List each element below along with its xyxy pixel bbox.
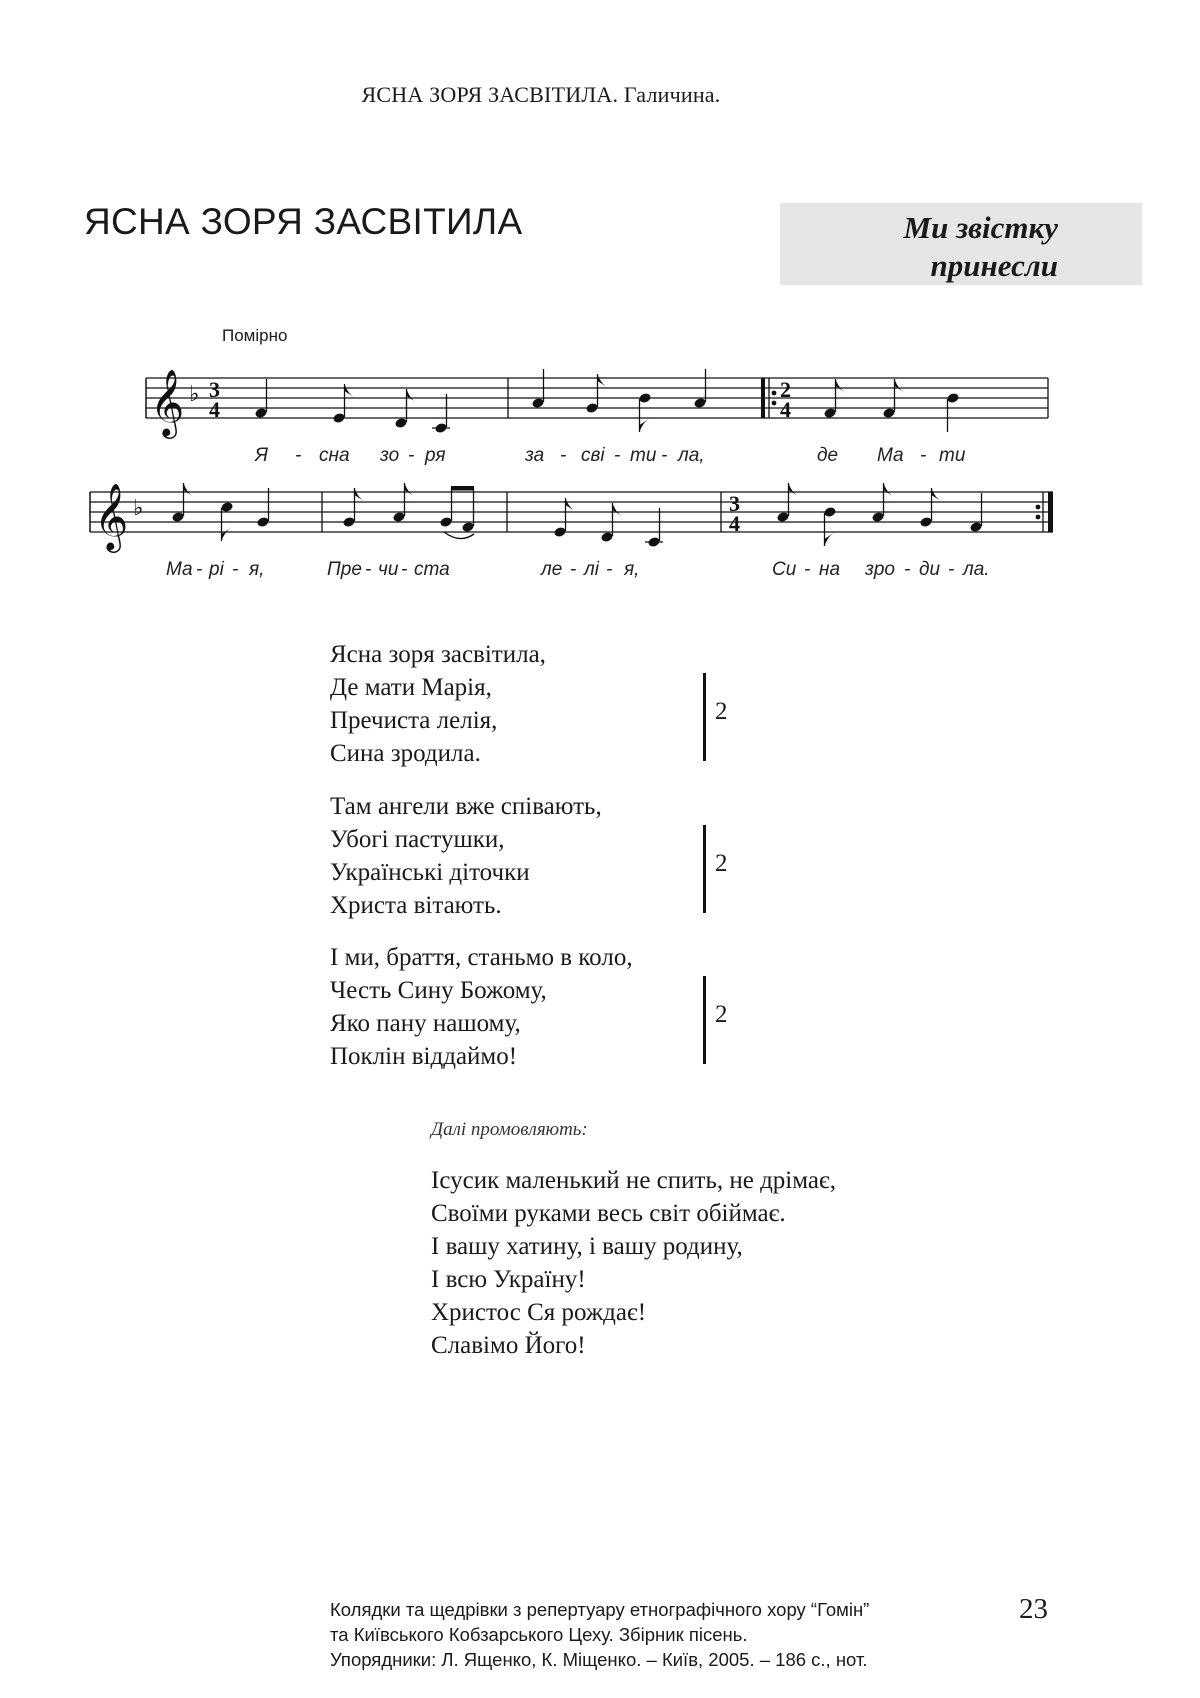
repeat-count: 2 [715, 850, 728, 877]
note [871, 511, 884, 523]
lyric-hyphen: - [661, 445, 668, 466]
lyric-syllable: сна [319, 445, 350, 466]
note [638, 392, 651, 404]
lyric-syllable: зо [380, 445, 400, 466]
note [439, 516, 452, 528]
footer-citation [330, 1597, 970, 1672]
spoken-line: І всю Україну! [431, 1266, 586, 1293]
note [585, 402, 598, 414]
lyric-syllable: я, [249, 559, 265, 580]
spoken-intro: Далі промовляють: [431, 1119, 588, 1140]
note [220, 501, 233, 513]
lyric-hyphen: - [408, 445, 415, 466]
stanza-line: Честь Сину Божому, [330, 977, 547, 1004]
stanza-1 [330, 638, 790, 770]
tempo-marking: Помірно [222, 326, 288, 345]
note [434, 422, 447, 434]
note [776, 511, 789, 523]
lyric-hyphen: - [920, 445, 927, 466]
lyric-syllable: сві [581, 445, 605, 466]
note [693, 397, 706, 409]
time-signature-denominator: 4 [209, 397, 220, 422]
note [647, 536, 660, 548]
page-number: 23 [1019, 1593, 1048, 1625]
lyric-hyphen: - [232, 559, 239, 580]
note [969, 521, 982, 533]
staff-lines-2 [90, 492, 1053, 532]
time-signature-denominator: 4 [780, 397, 791, 422]
lyric-syllable: ти [630, 445, 657, 466]
stanza-line: Українські діточки [330, 859, 530, 886]
stanza-line: Ясна зоря засвітила, [330, 641, 546, 668]
slur [444, 532, 474, 539]
lyric-syllable: Я [255, 445, 268, 466]
lyric-hyphen: - [904, 559, 911, 580]
note [256, 516, 269, 528]
note [531, 397, 544, 409]
page-title: ЯСНА ЗОРЯ ЗАСВІТИЛА [84, 201, 523, 242]
stanza-line: Яко пану нашому, [330, 1010, 521, 1037]
note [946, 392, 959, 404]
note [919, 516, 932, 528]
repeat-bracket [703, 976, 706, 1064]
spoken-line: Славімо Його! [431, 1332, 586, 1359]
lyric-hyphen: - [606, 559, 613, 580]
section-box [780, 203, 1142, 285]
lyric-syllable: на [819, 559, 841, 580]
stanza-line: Христа вітають. [330, 892, 502, 919]
note [600, 531, 613, 543]
note [392, 511, 405, 523]
running-header: ЯСНА ЗОРЯ ЗАСВІТИЛА. Галичина. [361, 82, 721, 107]
note [882, 407, 895, 419]
note [171, 511, 184, 523]
lyric-hyphen: - [295, 445, 302, 466]
stanza-line: Убогі пастушки, [330, 826, 505, 853]
footer-line: Упорядники: Л. Ященко, К. Міщенко. – Київ, 2005. – 186 с., нот. [330, 1649, 868, 1670]
spoken-verse [431, 1164, 1031, 1362]
lyric-syllable: ди [919, 559, 941, 580]
treble-clef-icon: 𝄞 [150, 368, 185, 436]
footer-line: Колядки та щедрівки з репертуару етнографічного хору “Гомін” [330, 1599, 870, 1620]
time-signature-numerator: 3 [729, 491, 740, 516]
lyric-hyphen: - [401, 559, 408, 580]
lyric-syllable: ста [414, 559, 450, 580]
repeat-count: 2 [715, 698, 728, 725]
repeat-bracket [703, 673, 706, 761]
lyric-syllable: ла. [963, 559, 990, 580]
lyric-syllable: Ма [166, 559, 193, 580]
lyric-syllable: ти [939, 445, 966, 466]
flat-key-signature-icon: ♭ [133, 496, 144, 521]
stanza-line: І ми, браття, станьмо в коло, [330, 944, 633, 971]
note [461, 521, 474, 533]
spoken-line: І вашу хатину, і вашу родину, [431, 1233, 743, 1260]
lyric-hyphen: - [196, 559, 203, 580]
footer-line: та Київського Кобзарського Цеху. Збірник пісень. [330, 1624, 748, 1645]
repeat-count: 2 [715, 1001, 728, 1028]
stanza-line: Сина зродила. [330, 740, 481, 767]
lyric-hyphen: - [804, 559, 811, 580]
stanza-2 [330, 790, 790, 922]
note [823, 506, 836, 518]
lyric-hyphen: - [570, 559, 577, 580]
time-signature-denominator: 4 [729, 511, 740, 536]
time-signature-numerator: 3 [209, 377, 220, 402]
spoken-line: Ісусик маленький не спить, не дрімає, [431, 1167, 836, 1194]
lyric-syllable: чи [378, 559, 399, 580]
stanza-line: Там ангели вже співають, [330, 793, 602, 820]
stanza-3 [330, 941, 790, 1073]
lyric-syllable: ря [425, 445, 446, 466]
note [342, 516, 355, 528]
lyric-syllable: рі [209, 559, 224, 580]
music-staff-1 [140, 360, 1060, 475]
lyric-syllable: ла, [678, 445, 705, 466]
lyric-hyphen: - [560, 445, 567, 466]
stanza-line: Пречиста лелія, [330, 707, 498, 734]
lyric-syllable: я, [624, 559, 640, 580]
lyric-syllable: зро [865, 559, 895, 580]
note [332, 412, 345, 424]
lyric-syllable: Пре [327, 559, 362, 580]
lyric-syllable: ле [541, 559, 563, 580]
lyric-syllable: Ма [877, 445, 904, 466]
flat-key-signature-icon: ♭ [189, 382, 200, 407]
stanza-line: Де мати Марія, [330, 674, 492, 701]
spoken-line: Христос Ся рождає! [431, 1299, 647, 1326]
note [823, 407, 836, 419]
section-label-line-2: принесли [930, 248, 1058, 283]
note [254, 407, 267, 419]
lyric-hyphen: - [948, 559, 955, 580]
spoken-line: Своїми руками весь світ обіймає. [431, 1200, 786, 1227]
lyric-syllable: за [525, 445, 545, 466]
lyric-syllable: лі [584, 559, 599, 580]
repeat-bracket [703, 825, 706, 913]
stanza-line: Поклін віддаймо! [330, 1043, 518, 1070]
section-label [758, 209, 1058, 285]
lyric-syllable: де [817, 445, 839, 466]
lyric-hyphen: - [614, 445, 621, 466]
lyric-syllable: Си [772, 559, 797, 580]
note [553, 526, 566, 538]
time-signature-numerator: 2 [780, 377, 791, 402]
note [394, 417, 407, 429]
music-staff-2 [84, 474, 1064, 589]
treble-clef-icon: 𝄞 [94, 482, 129, 550]
section-label-line-1: Ми звістку [903, 210, 1058, 245]
lyric-hyphen: - [365, 559, 372, 580]
